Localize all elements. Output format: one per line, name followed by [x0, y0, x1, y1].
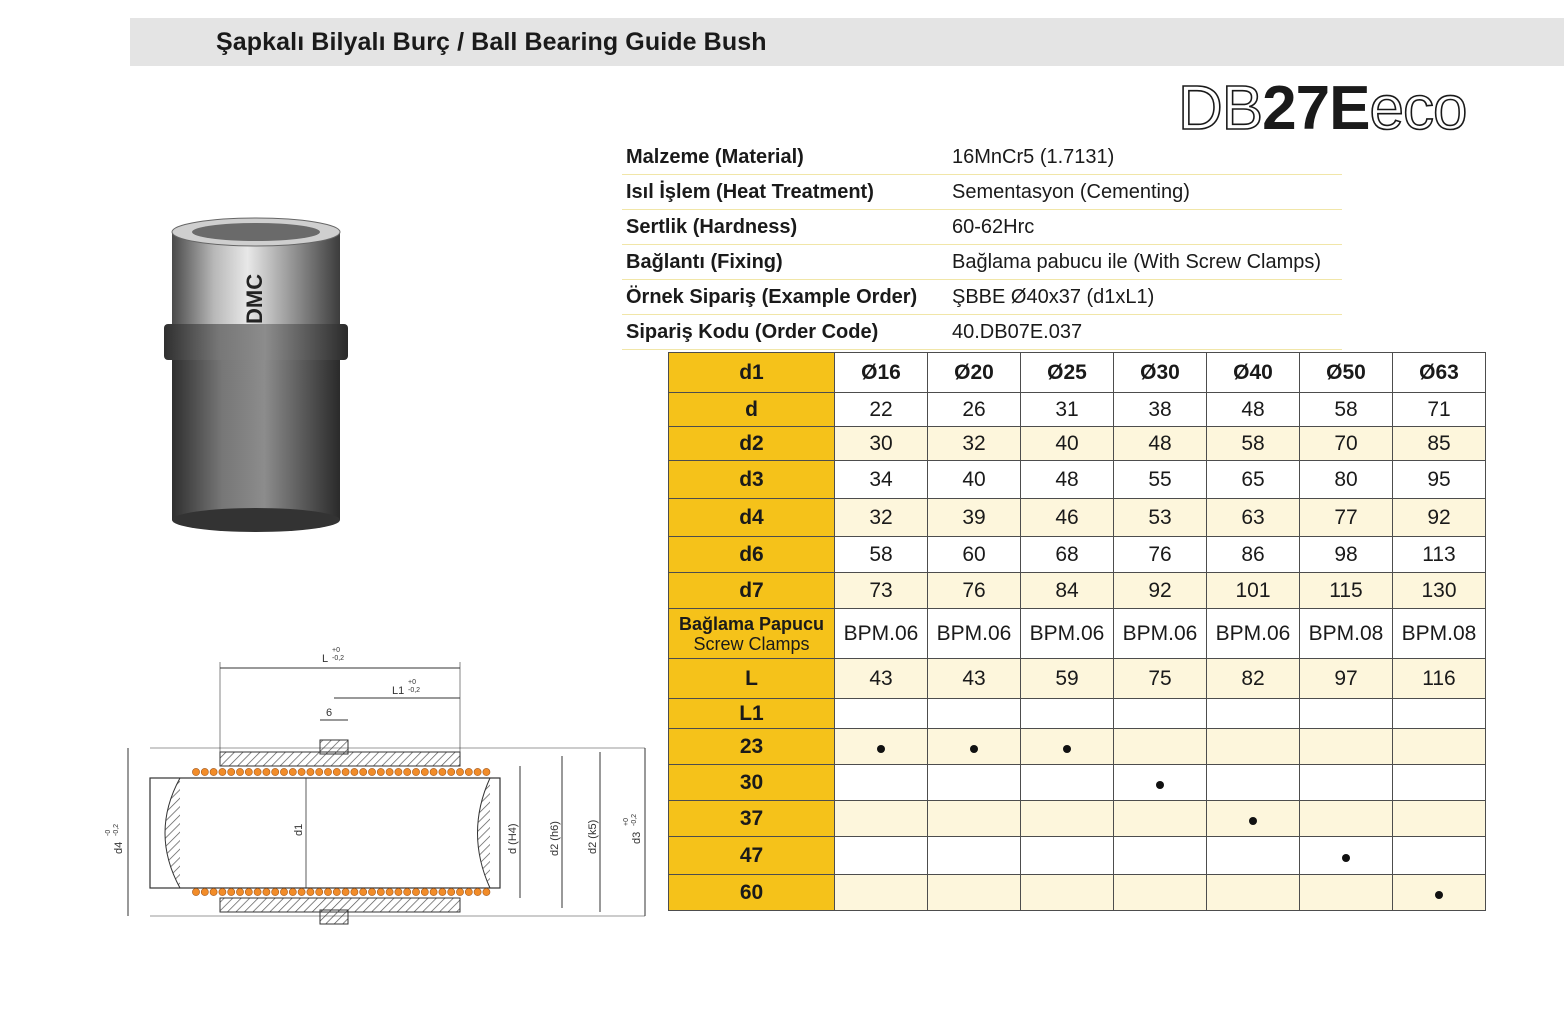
bearing-ball: [192, 768, 199, 775]
table-cell: 48: [1207, 393, 1300, 427]
svg-text:-0,2: -0,2: [631, 813, 638, 826]
bearing-ball: [421, 888, 428, 895]
bearing-ball: [263, 768, 270, 775]
table-cell: [1393, 801, 1486, 837]
table-cell: 60: [928, 537, 1021, 573]
table-cell: 43: [835, 659, 928, 699]
ball-row-top: [192, 768, 490, 775]
availability-dot: [1342, 854, 1350, 862]
table-cell: 65: [1207, 461, 1300, 499]
bearing-ball: [201, 768, 208, 775]
table-cell: 31: [1021, 393, 1114, 427]
bearing-ball: [298, 768, 305, 775]
table-cell: 76: [1114, 537, 1207, 573]
table-cell: [1300, 801, 1393, 837]
bearing-ball: [368, 888, 375, 895]
spec-label: Sipariş Kodu (Order Code): [622, 315, 934, 350]
table-cell: [1114, 801, 1207, 837]
bearing-ball: [404, 768, 411, 775]
column-header: Ø30: [1114, 353, 1207, 393]
table-cell: 58: [835, 537, 928, 573]
spec-row: [622, 245, 1342, 280]
table-cell: [928, 699, 1021, 729]
bearing-ball: [395, 768, 402, 775]
bush-flange-bottom: [320, 910, 348, 924]
bearing-ball: [377, 768, 384, 775]
table-row: [669, 427, 1486, 461]
bearing-ball: [430, 888, 437, 895]
table-cell: 55: [1114, 461, 1207, 499]
table-cell: 77: [1300, 499, 1393, 537]
table-cell: [1393, 765, 1486, 801]
d4-label: d4: [113, 841, 125, 854]
bearing-ball: [307, 768, 314, 775]
table-cell: 75: [1114, 659, 1207, 699]
dmc-logo: [242, 274, 267, 324]
bearing-ball: [386, 768, 393, 775]
bearing-ball: [404, 888, 411, 895]
table-cell: 92: [1114, 573, 1207, 609]
availability-dot: [1063, 745, 1071, 753]
bearing-ball: [280, 888, 287, 895]
clamp-label: Bağlama Papucu: [678, 613, 825, 634]
table-cell: [928, 729, 1021, 765]
table-cell: 53: [1114, 499, 1207, 537]
table-cell: [1300, 765, 1393, 801]
clamp-row: [669, 609, 1486, 659]
table-cell: [1021, 837, 1114, 875]
row-label: d6: [669, 537, 835, 573]
table-cell: 130: [1393, 573, 1486, 609]
table-cell: 80: [1300, 461, 1393, 499]
spec-row: [622, 210, 1342, 245]
table-cell: 26: [928, 393, 1021, 427]
table-row: [669, 537, 1486, 573]
column-header: Ø63: [1393, 353, 1486, 393]
model-code: [1178, 74, 1466, 144]
table-cell: 48: [1114, 427, 1207, 461]
table-cell: 43: [928, 659, 1021, 699]
row-label: d1: [669, 353, 835, 393]
bearing-ball: [368, 768, 375, 775]
table-cell: [1393, 875, 1486, 911]
bearing-ball: [351, 768, 358, 775]
spec-value: 16MnCr5 (1.7131): [934, 140, 1342, 175]
bearing-ball: [333, 888, 340, 895]
table-cell: [835, 699, 928, 729]
bearing-ball: [280, 768, 287, 775]
table-cell: [1114, 875, 1207, 911]
table-cell: 73: [835, 573, 928, 609]
table-row: [669, 837, 1486, 875]
bearing-ball: [439, 768, 446, 775]
bearing-ball: [263, 888, 270, 895]
table-cell: BPM.06: [1207, 609, 1300, 659]
svg-text:+0: +0: [623, 818, 630, 826]
table-cell: BPM.06: [835, 609, 928, 659]
spec-row: [622, 140, 1342, 175]
bearing-ball: [219, 888, 226, 895]
bearing-ball: [412, 768, 419, 775]
table-row: [669, 699, 1486, 729]
column-header: Ø16: [835, 353, 928, 393]
table-cell: [1300, 699, 1393, 729]
row-label: d7: [669, 573, 835, 609]
bearing-ball: [474, 768, 481, 775]
table-cell: BPM.06: [1114, 609, 1207, 659]
d2k5-label: d2 (k5): [587, 819, 599, 854]
table-row: [669, 393, 1486, 427]
table-cell: 113: [1393, 537, 1486, 573]
page-title: Şapkalı Bilyalı Burç / Ball Bearing Guide Bush: [216, 28, 767, 56]
table-cell: 58: [1300, 393, 1393, 427]
table-cell: [1021, 729, 1114, 765]
table-cell: [1114, 837, 1207, 875]
table-cell: BPM.06: [928, 609, 1021, 659]
bearing-ball: [254, 768, 261, 775]
table-cell: [1207, 837, 1300, 875]
model-suffix: eco: [1369, 74, 1467, 143]
row-label: [669, 609, 835, 659]
bearing-ball: [456, 768, 463, 775]
row-label: 37: [669, 801, 835, 837]
table-row: [669, 729, 1486, 765]
specs-table: [622, 140, 1342, 350]
table-cell: [1393, 699, 1486, 729]
L1-label: L1: [392, 685, 405, 697]
spec-label: Sertlik (Hardness): [622, 210, 934, 245]
dimension-table: [668, 352, 1486, 911]
availability-dot: [1249, 817, 1257, 825]
column-header: Ø20: [928, 353, 1021, 393]
bearing-ball: [289, 768, 296, 775]
six-label: 6: [326, 707, 333, 719]
spec-row: [622, 175, 1342, 210]
table-cell: 116: [1393, 659, 1486, 699]
bearing-ball: [192, 888, 199, 895]
spec-label: Bağlantı (Fixing): [622, 245, 934, 280]
availability-dot: [1156, 781, 1164, 789]
table-cell: 22: [835, 393, 928, 427]
bearing-ball: [298, 888, 305, 895]
table-cell: [1021, 699, 1114, 729]
table-cell: [1300, 875, 1393, 911]
ball-row-bottom: [192, 888, 490, 895]
model-prefix: DB: [1178, 74, 1263, 143]
table-cell: [1207, 699, 1300, 729]
spec-label: Isıl İşlem (Heat Treatment): [622, 175, 934, 210]
svg-text:-0,2: -0,2: [408, 687, 421, 694]
bearing-ball: [465, 888, 472, 895]
table-row: [669, 875, 1486, 911]
bearing-ball: [324, 888, 331, 895]
table-header-row: [669, 353, 1486, 393]
table-cell: [1300, 729, 1393, 765]
shaft-left-break: [165, 778, 180, 888]
bearing-ball: [307, 888, 314, 895]
bearing-ball: [272, 888, 279, 895]
bearing-ball: [245, 768, 252, 775]
spec-value: 40.DB07E.037: [934, 315, 1342, 350]
availability-dot: [877, 745, 885, 753]
technical-drawing: [100, 640, 660, 940]
table-cell: [835, 837, 928, 875]
bearing-ball: [448, 888, 455, 895]
bush-flange-top: [320, 740, 348, 754]
bearing-ball: [254, 888, 261, 895]
spec-value: Sementasyon (Cementing): [934, 175, 1342, 210]
table-cell: [928, 837, 1021, 875]
table-cell: 34: [835, 461, 928, 499]
bearing-ball: [289, 888, 296, 895]
row-label: 23: [669, 729, 835, 765]
table-cell: 84: [1021, 573, 1114, 609]
table-row: [669, 573, 1486, 609]
table-cell: [1114, 699, 1207, 729]
table-cell: BPM.08: [1300, 609, 1393, 659]
table-cell: 85: [1393, 427, 1486, 461]
table-cell: [928, 801, 1021, 837]
bearing-ball: [245, 888, 252, 895]
bearing-ball: [228, 768, 235, 775]
bearing-ball: [342, 888, 349, 895]
table-row: [669, 801, 1486, 837]
spec-value: 60-62Hrc: [934, 210, 1342, 245]
row-label: d: [669, 393, 835, 427]
spec-value: ŞBBE Ø40x37 (d1xL1): [934, 280, 1342, 315]
table-cell: BPM.08: [1393, 609, 1486, 659]
svg-text:+0: +0: [408, 679, 416, 686]
bearing-ball: [351, 888, 358, 895]
table-cell: 95: [1393, 461, 1486, 499]
table-cell: 68: [1021, 537, 1114, 573]
table-cell: 48: [1021, 461, 1114, 499]
table-cell: [1393, 729, 1486, 765]
row-label: 47: [669, 837, 835, 875]
row-label: d3: [669, 461, 835, 499]
model-number: 27E: [1262, 74, 1370, 143]
table-cell: [928, 875, 1021, 911]
table-cell: [1021, 875, 1114, 911]
bearing-ball: [316, 768, 323, 775]
table-cell: 98: [1300, 537, 1393, 573]
spec-label: Malzeme (Material): [622, 140, 934, 175]
table-cell: 39: [928, 499, 1021, 537]
table-cell: [835, 801, 928, 837]
table-cell: [835, 765, 928, 801]
row-label: L: [669, 659, 835, 699]
table-cell: 63: [1207, 499, 1300, 537]
table-row: [669, 659, 1486, 699]
spec-label: Örnek Sipariş (Example Order): [622, 280, 934, 315]
svg-text:-0,2: -0,2: [332, 655, 345, 662]
d1-label: d1: [293, 823, 305, 836]
table-cell: [1114, 729, 1207, 765]
bearing-ball: [236, 768, 243, 775]
spec-value: Bağlama pabucu ile (With Screw Clamps): [934, 245, 1342, 280]
bearing-ball: [412, 888, 419, 895]
svg-text:-0: -0: [105, 829, 112, 836]
bearing-ball: [342, 768, 349, 775]
table-cell: [1207, 801, 1300, 837]
availability-dot: [1435, 891, 1443, 899]
table-cell: BPM.06: [1021, 609, 1114, 659]
d2h6-label: d2 (h6): [549, 821, 561, 856]
row-label: d4: [669, 499, 835, 537]
bearing-ball: [386, 888, 393, 895]
table-cell: [1393, 837, 1486, 875]
bearing-ball: [316, 888, 323, 895]
table-cell: 76: [928, 573, 1021, 609]
L-label: L: [322, 653, 329, 665]
table-row: [669, 765, 1486, 801]
bearing-ball: [333, 768, 340, 775]
table-cell: [835, 875, 928, 911]
spec-row: [622, 315, 1342, 350]
bearing-ball: [236, 888, 243, 895]
d3-label: d3: [631, 831, 643, 844]
table-cell: 70: [1300, 427, 1393, 461]
table-cell: 115: [1300, 573, 1393, 609]
column-header: Ø50: [1300, 353, 1393, 393]
table-row: [669, 499, 1486, 537]
table-cell: 101: [1207, 573, 1300, 609]
bearing-ball: [360, 888, 367, 895]
bearing-ball: [430, 768, 437, 775]
table-cell: 32: [835, 499, 928, 537]
shaft-right-break: [478, 778, 491, 888]
table-cell: 40: [928, 461, 1021, 499]
table-cell: [1207, 729, 1300, 765]
bearing-ball: [474, 888, 481, 895]
bearing-ball: [483, 888, 490, 895]
table-cell: [1021, 765, 1114, 801]
spec-row: [622, 280, 1342, 315]
bearing-ball: [483, 768, 490, 775]
bearing-ball: [272, 768, 279, 775]
row-label: d2: [669, 427, 835, 461]
row-label: 60: [669, 875, 835, 911]
column-header: Ø25: [1021, 353, 1114, 393]
bearing-ball: [210, 768, 217, 775]
header-band: [130, 18, 1564, 66]
table-cell: 59: [1021, 659, 1114, 699]
bearing-ball: [360, 768, 367, 775]
bearing-ball: [421, 768, 428, 775]
table-cell: [1207, 875, 1300, 911]
table-cell: 40: [1021, 427, 1114, 461]
table-cell: 97: [1300, 659, 1393, 699]
table-cell: 58: [1207, 427, 1300, 461]
bearing-ball: [210, 888, 217, 895]
table-row: [669, 461, 1486, 499]
bearing-ball: [201, 888, 208, 895]
bearing-ball: [228, 888, 235, 895]
bearing-ball: [439, 888, 446, 895]
table-cell: 38: [1114, 393, 1207, 427]
svg-text:DMC: DMC: [242, 273, 267, 324]
product-photo: [158, 212, 358, 542]
table-cell: [835, 729, 928, 765]
column-header: Ø40: [1207, 353, 1300, 393]
bearing-ball: [395, 888, 402, 895]
table-cell: 82: [1207, 659, 1300, 699]
shaft-outline: [150, 778, 500, 888]
table-cell: 86: [1207, 537, 1300, 573]
table-cell: 46: [1021, 499, 1114, 537]
table-cell: [1021, 801, 1114, 837]
table-cell: 92: [1393, 499, 1486, 537]
row-label: L1: [669, 699, 835, 729]
bearing-ball: [324, 768, 331, 775]
d-label: d (H4): [507, 823, 519, 854]
bearing-ball: [448, 768, 455, 775]
table-cell: [1300, 837, 1393, 875]
svg-text:-0,2: -0,2: [113, 823, 120, 836]
table-cell: [1114, 765, 1207, 801]
table-cell: [928, 765, 1021, 801]
table-cell: [1207, 765, 1300, 801]
table-cell: 32: [928, 427, 1021, 461]
bearing-ball: [456, 888, 463, 895]
availability-dot: [970, 745, 978, 753]
svg-text:+0: +0: [332, 647, 340, 654]
clamp-sublabel: Screw Clamps: [693, 633, 810, 654]
row-label: 30: [669, 765, 835, 801]
table-cell: 30: [835, 427, 928, 461]
bearing-ball: [465, 768, 472, 775]
bearing-ball: [377, 888, 384, 895]
bearing-ball: [219, 768, 226, 775]
table-cell: 71: [1393, 393, 1486, 427]
